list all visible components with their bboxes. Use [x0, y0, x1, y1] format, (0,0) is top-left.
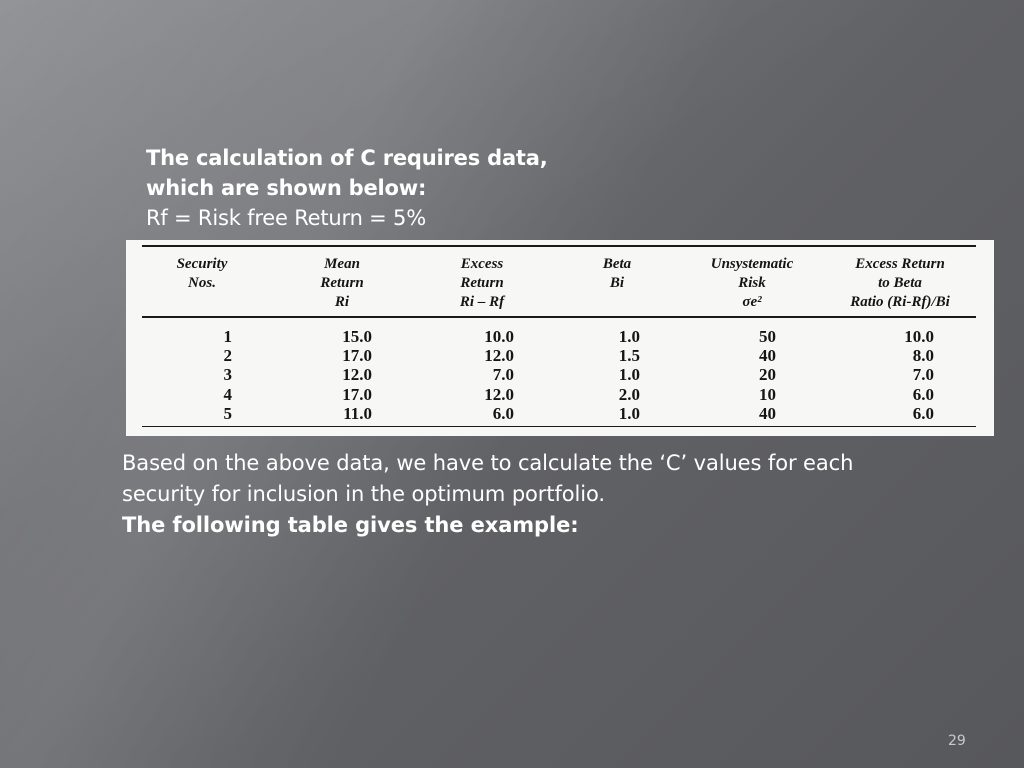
table-cell: 17.0	[342, 384, 372, 404]
table-top-rule	[142, 245, 976, 247]
table-cell: 10.0	[904, 327, 934, 346]
table-cell: 15.0	[342, 327, 372, 346]
table-cell: 40	[759, 346, 776, 366]
table-cell: 12.0	[484, 346, 514, 366]
header-text: Nos.	[188, 275, 216, 291]
header-excess-return-to-beta	[822, 255, 978, 312]
table-cell: 6.0	[912, 403, 934, 423]
table-cell: 5	[223, 403, 232, 423]
header-text: Risk	[738, 275, 766, 291]
header-text: Excess	[460, 256, 504, 272]
header-security-nos	[142, 255, 262, 293]
header-text: Bi	[609, 275, 625, 291]
table-cell: 10.0	[484, 327, 514, 346]
intro-line-2: which are shown below:	[146, 176, 427, 200]
table-cell: 3	[223, 365, 232, 385]
table-cell: 7.0	[492, 365, 514, 385]
header-unsystematic-risk	[687, 255, 817, 312]
header-beta	[577, 255, 657, 293]
table-cell: 50	[759, 327, 776, 346]
table-bottom-rule	[142, 426, 976, 427]
page-number: 29	[948, 733, 966, 749]
table-cell: 40	[759, 403, 776, 423]
table-cell: 12.0	[484, 384, 514, 404]
table-cell: 2	[223, 346, 232, 366]
table-cell: 12.0	[342, 365, 372, 385]
table-row	[142, 404, 976, 423]
body-text	[122, 448, 982, 541]
header-text: Excess Return	[855, 256, 945, 272]
header-text: Beta	[602, 256, 632, 272]
header-text: Ri – Rf	[459, 294, 505, 310]
table-cell: 1.0	[618, 403, 640, 423]
table-content	[142, 240, 976, 436]
table-cell: 20	[759, 365, 776, 385]
table-row	[142, 327, 976, 346]
header-text: Return	[460, 275, 504, 291]
table-cell: 1	[223, 327, 232, 346]
table-cell: 1.0	[618, 327, 640, 346]
header-text: to Beta	[878, 275, 922, 291]
security-data-table	[126, 240, 994, 436]
header-text: Mean	[324, 256, 360, 272]
table-cell: 1.0	[618, 365, 640, 385]
table-cell: 10	[759, 384, 776, 404]
table-cell: 4	[223, 384, 232, 404]
table-cell: 11.0	[343, 403, 372, 423]
table-cell: 6.0	[492, 403, 514, 423]
header-text: σe²	[742, 294, 762, 310]
table-cell: 8.0	[912, 346, 934, 366]
table-cell: 6.0	[912, 384, 934, 404]
body-line-2: security for inclusion in the optimum portfolio.	[122, 482, 605, 506]
body-line-1: Based on the above data, we have to calculate the ‘C’ values for each	[122, 451, 854, 475]
intro-line-1: The calculation of C requires data,	[146, 146, 548, 170]
header-text: Return	[320, 275, 364, 291]
header-text: Ri	[334, 294, 350, 310]
intro-line-3: Rf = Risk free Return = 5%	[146, 206, 426, 230]
header-text: Security	[176, 256, 228, 272]
table-cell: 7.0	[912, 365, 934, 385]
header-text: Unsystematic	[710, 256, 794, 272]
table-cell: 2.0	[618, 384, 640, 404]
table-row	[142, 385, 976, 404]
table-cell: 17.0	[342, 346, 372, 366]
intro-text	[146, 143, 548, 233]
table-cell: 1.5	[618, 346, 640, 366]
header-text: Ratio (Ri-Rf)/Bi	[850, 294, 950, 310]
table-row	[142, 365, 976, 384]
table-header-rule	[142, 316, 976, 318]
header-mean-return	[287, 255, 397, 312]
table-row	[142, 346, 976, 365]
body-line-3: The following table gives the example:	[122, 513, 579, 537]
header-excess-return	[422, 255, 542, 312]
